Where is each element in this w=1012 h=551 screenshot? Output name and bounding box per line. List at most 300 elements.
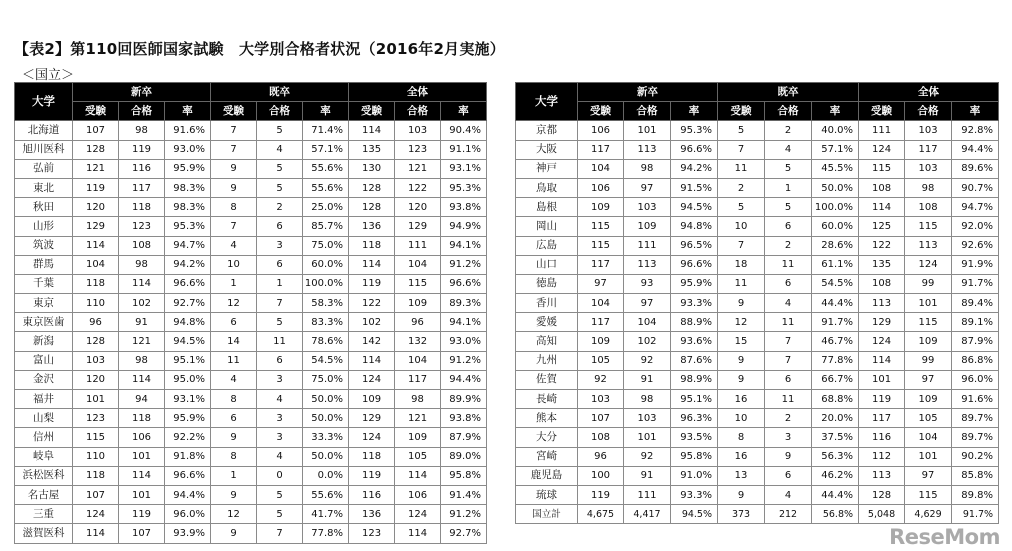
rate-total-cell: 96.0% bbox=[952, 370, 999, 389]
exam-repeat-cell: 8 bbox=[211, 198, 257, 217]
pass-new-cell: 103 bbox=[624, 198, 671, 217]
pass-total-cell: 129 bbox=[395, 217, 441, 236]
rate-new-cell: 96.6% bbox=[165, 466, 211, 485]
pass-new-cell: 93 bbox=[624, 274, 671, 293]
rate-repeat-cell: 60.0% bbox=[812, 217, 859, 236]
pass-repeat-cell: 6 bbox=[257, 255, 303, 274]
rate-repeat-cell: 50.0% bbox=[303, 447, 349, 466]
pass-repeat-cell: 5 bbox=[257, 485, 303, 504]
table-row bbox=[15, 505, 487, 524]
exam-new-cell: 104 bbox=[73, 255, 119, 274]
pass-total-cell: 108 bbox=[905, 198, 952, 217]
table-row bbox=[15, 294, 487, 313]
rate-repeat-cell: 50.0% bbox=[812, 178, 859, 197]
pass-total-cell: 121 bbox=[395, 159, 441, 178]
pass-total-cell: 109 bbox=[905, 390, 952, 409]
header-exam-repeat: 受験 bbox=[718, 102, 765, 121]
exam-repeat-cell: 1 bbox=[211, 274, 257, 293]
exam-total-cell: 125 bbox=[859, 217, 905, 236]
rate-repeat-cell: 58.3% bbox=[303, 294, 349, 313]
univ-name-cell: 旭川医科 bbox=[15, 140, 73, 159]
univ-name-cell: 三重 bbox=[15, 505, 73, 524]
pass-repeat-cell: 3 bbox=[257, 428, 303, 447]
header-rate-repeat: 率 bbox=[303, 102, 349, 121]
pass-total-cell: 117 bbox=[905, 140, 952, 159]
rate-new-cell: 94.4% bbox=[165, 485, 211, 504]
exam-total-cell: 5,048 bbox=[859, 505, 905, 524]
table-row bbox=[516, 313, 999, 332]
exam-repeat-cell: 7 bbox=[211, 140, 257, 159]
pass-repeat-cell: 3 bbox=[765, 428, 812, 447]
pass-total-cell: 124 bbox=[905, 255, 952, 274]
exam-new-cell: 128 bbox=[73, 332, 119, 351]
rate-repeat-cell: 85.7% bbox=[303, 217, 349, 236]
univ-name-cell: 信州 bbox=[15, 428, 73, 447]
rate-repeat-cell: 56.8% bbox=[812, 505, 859, 524]
univ-name-cell: 浜松医科 bbox=[15, 466, 73, 485]
header-exam-repeat: 受験 bbox=[211, 102, 257, 121]
rate-new-cell: 92.2% bbox=[165, 428, 211, 447]
univ-name-cell: 名古屋 bbox=[15, 485, 73, 504]
rate-total-cell: 85.8% bbox=[952, 466, 999, 485]
univ-name-cell: 高知 bbox=[516, 332, 578, 351]
exam-new-cell: 117 bbox=[578, 140, 624, 159]
rate-new-cell: 96.6% bbox=[671, 140, 718, 159]
univ-name-cell: 金沢 bbox=[15, 370, 73, 389]
univ-name-cell: 弘前 bbox=[15, 159, 73, 178]
rate-new-cell: 95.9% bbox=[165, 159, 211, 178]
exam-total-cell: 136 bbox=[349, 217, 395, 236]
rate-total-cell: 93.8% bbox=[441, 198, 487, 217]
header-group-total: 全体 bbox=[859, 83, 999, 102]
exam-total-cell: 109 bbox=[349, 390, 395, 409]
univ-name-cell: 富山 bbox=[15, 351, 73, 370]
pass-total-cell: 96 bbox=[395, 313, 441, 332]
table-row bbox=[15, 390, 487, 409]
pass-repeat-cell: 11 bbox=[765, 390, 812, 409]
table-row bbox=[15, 485, 487, 504]
rate-total-cell: 89.1% bbox=[952, 313, 999, 332]
rate-total-cell: 94.1% bbox=[441, 313, 487, 332]
exam-repeat-cell: 6 bbox=[211, 409, 257, 428]
section-subtitle: ＜国立＞ bbox=[22, 68, 75, 83]
exam-total-cell: 124 bbox=[859, 140, 905, 159]
pass-new-cell: 118 bbox=[119, 198, 165, 217]
exam-total-cell: 128 bbox=[859, 485, 905, 504]
pass-total-cell: 106 bbox=[395, 485, 441, 504]
exam-new-cell: 115 bbox=[578, 236, 624, 255]
rate-new-cell: 96.6% bbox=[671, 255, 718, 274]
univ-name-cell: 宮崎 bbox=[516, 447, 578, 466]
pass-new-cell: 117 bbox=[119, 178, 165, 197]
pass-total-cell: 98 bbox=[905, 178, 952, 197]
pass-total-cell: 115 bbox=[395, 274, 441, 293]
rate-total-cell: 94.4% bbox=[952, 140, 999, 159]
rate-total-cell: 92.7% bbox=[441, 524, 487, 543]
univ-name-cell: 島根 bbox=[516, 198, 578, 217]
resemom-logo: ReseMom bbox=[889, 525, 1000, 549]
univ-name-cell: 熊本 bbox=[516, 409, 578, 428]
univ-name-cell: 九州 bbox=[516, 351, 578, 370]
table-row bbox=[15, 409, 487, 428]
header-pass-total: 合格 bbox=[395, 102, 441, 121]
pass-total-cell: 103 bbox=[395, 121, 441, 140]
rate-repeat-cell: 77.8% bbox=[303, 524, 349, 543]
rate-total-cell: 92.6% bbox=[952, 236, 999, 255]
exam-new-cell: 96 bbox=[578, 447, 624, 466]
rate-new-cell: 93.3% bbox=[671, 294, 718, 313]
exam-new-cell: 119 bbox=[578, 485, 624, 504]
table-row bbox=[15, 274, 487, 293]
univ-name-cell: 国立計 bbox=[516, 505, 578, 524]
pass-repeat-cell: 5 bbox=[257, 505, 303, 524]
rate-new-cell: 95.3% bbox=[671, 121, 718, 140]
rate-new-cell: 93.9% bbox=[165, 524, 211, 543]
pass-total-cell: 99 bbox=[905, 351, 952, 370]
exam-total-cell: 115 bbox=[859, 159, 905, 178]
rate-repeat-cell: 91.7% bbox=[812, 313, 859, 332]
rate-new-cell: 98.9% bbox=[671, 370, 718, 389]
exam-repeat-cell: 12 bbox=[211, 294, 257, 313]
rate-repeat-cell: 37.5% bbox=[812, 428, 859, 447]
exam-total-cell: 124 bbox=[349, 428, 395, 447]
univ-name-cell: 広島 bbox=[516, 236, 578, 255]
univ-name-cell: 東京 bbox=[15, 294, 73, 313]
pass-repeat-cell: 9 bbox=[765, 447, 812, 466]
exam-new-cell: 107 bbox=[73, 121, 119, 140]
table-row bbox=[15, 178, 487, 197]
univ-name-cell: 岐阜 bbox=[15, 447, 73, 466]
header-exam-total: 受験 bbox=[859, 102, 905, 121]
rate-repeat-cell: 60.0% bbox=[303, 255, 349, 274]
table-row bbox=[516, 159, 999, 178]
rate-total-cell: 95.8% bbox=[441, 466, 487, 485]
exam-new-cell: 118 bbox=[73, 274, 119, 293]
pass-repeat-cell: 7 bbox=[765, 332, 812, 351]
rate-new-cell: 94.8% bbox=[165, 313, 211, 332]
rate-total-cell: 92.0% bbox=[952, 217, 999, 236]
exam-repeat-cell: 16 bbox=[718, 447, 765, 466]
exam-total-cell: 142 bbox=[349, 332, 395, 351]
pass-new-cell: 118 bbox=[119, 409, 165, 428]
rate-repeat-cell: 68.8% bbox=[812, 390, 859, 409]
rate-new-cell: 95.9% bbox=[165, 409, 211, 428]
pass-repeat-cell: 4 bbox=[765, 485, 812, 504]
exam-repeat-cell: 7 bbox=[211, 121, 257, 140]
header-group-new: 新卒 bbox=[73, 83, 211, 102]
table-row bbox=[15, 198, 487, 217]
pass-new-cell: 123 bbox=[119, 217, 165, 236]
pass-repeat-cell: 4 bbox=[765, 294, 812, 313]
table-row bbox=[516, 428, 999, 447]
exam-repeat-cell: 11 bbox=[211, 351, 257, 370]
pass-repeat-cell: 5 bbox=[257, 159, 303, 178]
rate-total-cell: 91.2% bbox=[441, 505, 487, 524]
pass-new-cell: 107 bbox=[119, 524, 165, 543]
pass-total-cell: 132 bbox=[395, 332, 441, 351]
rate-repeat-cell: 77.8% bbox=[812, 351, 859, 370]
univ-name-cell: 新潟 bbox=[15, 332, 73, 351]
pass-total-cell: 104 bbox=[905, 428, 952, 447]
rate-new-cell: 96.3% bbox=[671, 409, 718, 428]
rate-repeat-cell: 57.1% bbox=[812, 140, 859, 159]
rate-total-cell: 89.0% bbox=[441, 447, 487, 466]
rate-total-cell: 89.3% bbox=[441, 294, 487, 313]
rate-repeat-cell: 25.0% bbox=[303, 198, 349, 217]
exam-total-cell: 119 bbox=[859, 390, 905, 409]
univ-name-cell: 山口 bbox=[516, 255, 578, 274]
rate-total-cell: 91.4% bbox=[441, 485, 487, 504]
rate-new-cell: 94.7% bbox=[165, 236, 211, 255]
pass-repeat-cell: 2 bbox=[257, 198, 303, 217]
exam-new-cell: 106 bbox=[578, 121, 624, 140]
pass-total-cell: 120 bbox=[395, 198, 441, 217]
rate-repeat-cell: 54.5% bbox=[303, 351, 349, 370]
exam-repeat-cell: 5 bbox=[718, 198, 765, 217]
pass-repeat-cell: 2 bbox=[765, 409, 812, 428]
total-row bbox=[516, 505, 999, 524]
rate-repeat-cell: 41.7% bbox=[303, 505, 349, 524]
rate-total-cell: 91.9% bbox=[952, 255, 999, 274]
exam-new-cell: 115 bbox=[73, 428, 119, 447]
exam-total-cell: 114 bbox=[349, 351, 395, 370]
exam-repeat-cell: 8 bbox=[211, 390, 257, 409]
exam-repeat-cell: 4 bbox=[211, 236, 257, 255]
rate-total-cell: 89.4% bbox=[952, 294, 999, 313]
pass-total-cell: 99 bbox=[905, 274, 952, 293]
rate-new-cell: 95.0% bbox=[165, 370, 211, 389]
exam-total-cell: 122 bbox=[859, 236, 905, 255]
rate-total-cell: 92.8% bbox=[952, 121, 999, 140]
pass-total-cell: 4,629 bbox=[905, 505, 952, 524]
pass-total-cell: 115 bbox=[905, 485, 952, 504]
pass-repeat-cell: 1 bbox=[257, 274, 303, 293]
pass-new-cell: 114 bbox=[119, 274, 165, 293]
rate-new-cell: 94.5% bbox=[671, 198, 718, 217]
pass-repeat-cell: 5 bbox=[257, 313, 303, 332]
exam-new-cell: 109 bbox=[578, 332, 624, 351]
univ-name-cell: 香川 bbox=[516, 294, 578, 313]
exam-new-cell: 109 bbox=[578, 198, 624, 217]
pass-repeat-cell: 4 bbox=[257, 390, 303, 409]
pass-repeat-cell: 6 bbox=[257, 351, 303, 370]
exam-repeat-cell: 10 bbox=[718, 217, 765, 236]
univ-name-cell: 東北 bbox=[15, 178, 73, 197]
rate-total-cell: 89.9% bbox=[441, 390, 487, 409]
rate-repeat-cell: 55.6% bbox=[303, 159, 349, 178]
pass-new-cell: 98 bbox=[119, 255, 165, 274]
pass-repeat-cell: 6 bbox=[765, 274, 812, 293]
exam-total-cell: 102 bbox=[349, 313, 395, 332]
rate-repeat-cell: 83.3% bbox=[303, 313, 349, 332]
rate-new-cell: 92.7% bbox=[165, 294, 211, 313]
exam-repeat-cell: 9 bbox=[718, 294, 765, 313]
exam-repeat-cell: 7 bbox=[718, 140, 765, 159]
rate-repeat-cell: 46.7% bbox=[812, 332, 859, 351]
rate-repeat-cell: 56.3% bbox=[812, 447, 859, 466]
pass-repeat-cell: 2 bbox=[765, 236, 812, 255]
exam-repeat-cell: 9 bbox=[718, 485, 765, 504]
exam-repeat-cell: 9 bbox=[718, 370, 765, 389]
rate-total-cell: 93.0% bbox=[441, 332, 487, 351]
table-row bbox=[15, 524, 487, 543]
rate-new-cell: 93.3% bbox=[671, 485, 718, 504]
header-group-repeat: 既卒 bbox=[211, 83, 349, 102]
pass-new-cell: 97 bbox=[624, 294, 671, 313]
rate-new-cell: 91.8% bbox=[165, 447, 211, 466]
pass-repeat-cell: 0 bbox=[257, 466, 303, 485]
pass-new-cell: 111 bbox=[624, 485, 671, 504]
pass-new-cell: 91 bbox=[624, 370, 671, 389]
exam-total-cell: 119 bbox=[349, 466, 395, 485]
univ-name-cell: 岡山 bbox=[516, 217, 578, 236]
exam-total-cell: 135 bbox=[349, 140, 395, 159]
pass-total-cell: 117 bbox=[395, 370, 441, 389]
rate-repeat-cell: 40.0% bbox=[812, 121, 859, 140]
rate-new-cell: 93.5% bbox=[671, 428, 718, 447]
table-row bbox=[516, 178, 999, 197]
rate-total-cell: 87.9% bbox=[441, 428, 487, 447]
exam-repeat-cell: 9 bbox=[211, 178, 257, 197]
exam-new-cell: 120 bbox=[73, 198, 119, 217]
table-row bbox=[516, 466, 999, 485]
exam-total-cell: 117 bbox=[859, 409, 905, 428]
exam-new-cell: 118 bbox=[73, 466, 119, 485]
rate-new-cell: 95.1% bbox=[671, 390, 718, 409]
rate-repeat-cell: 100.0% bbox=[303, 274, 349, 293]
rate-repeat-cell: 71.4% bbox=[303, 121, 349, 140]
rate-new-cell: 95.8% bbox=[671, 447, 718, 466]
table-row bbox=[516, 351, 999, 370]
exam-total-cell: 124 bbox=[349, 370, 395, 389]
exam-new-cell: 104 bbox=[578, 159, 624, 178]
pass-new-cell: 101 bbox=[119, 447, 165, 466]
rate-new-cell: 94.5% bbox=[671, 505, 718, 524]
table-row bbox=[516, 294, 999, 313]
pass-new-cell: 114 bbox=[119, 466, 165, 485]
rate-repeat-cell: 20.0% bbox=[812, 409, 859, 428]
exam-repeat-cell: 11 bbox=[718, 159, 765, 178]
pass-new-cell: 91 bbox=[119, 313, 165, 332]
pass-new-cell: 91 bbox=[624, 466, 671, 485]
rate-repeat-cell: 45.5% bbox=[812, 159, 859, 178]
pass-new-cell: 101 bbox=[119, 485, 165, 504]
header-group-repeat: 既卒 bbox=[718, 83, 859, 102]
univ-name-cell: 東京医歯 bbox=[15, 313, 73, 332]
pass-total-cell: 109 bbox=[905, 332, 952, 351]
exam-total-cell: 135 bbox=[859, 255, 905, 274]
exam-total-cell: 114 bbox=[349, 121, 395, 140]
exam-total-cell: 116 bbox=[859, 428, 905, 447]
pass-repeat-cell: 7 bbox=[765, 351, 812, 370]
exam-new-cell: 107 bbox=[578, 409, 624, 428]
rate-new-cell: 96.0% bbox=[165, 505, 211, 524]
pass-repeat-cell: 7 bbox=[257, 524, 303, 543]
exam-repeat-cell: 8 bbox=[211, 447, 257, 466]
pass-total-cell: 114 bbox=[395, 524, 441, 543]
header-pass-total: 合格 bbox=[905, 102, 952, 121]
pass-total-cell: 101 bbox=[905, 447, 952, 466]
rate-repeat-cell: 100.0% bbox=[812, 198, 859, 217]
table-row bbox=[516, 236, 999, 255]
rate-new-cell: 95.9% bbox=[671, 274, 718, 293]
pass-new-cell: 113 bbox=[624, 140, 671, 159]
exam-repeat-cell: 2 bbox=[718, 178, 765, 197]
header-pass-repeat: 合格 bbox=[257, 102, 303, 121]
univ-name-cell: 北海道 bbox=[15, 121, 73, 140]
header-group-new: 新卒 bbox=[578, 83, 718, 102]
header-pass-new: 合格 bbox=[119, 102, 165, 121]
exam-total-cell: 116 bbox=[349, 485, 395, 504]
exam-repeat-cell: 6 bbox=[211, 313, 257, 332]
rate-repeat-cell: 50.0% bbox=[303, 390, 349, 409]
rate-total-cell: 90.7% bbox=[952, 178, 999, 197]
pass-total-cell: 104 bbox=[395, 351, 441, 370]
univ-name-cell: 神戸 bbox=[516, 159, 578, 178]
pass-total-cell: 123 bbox=[395, 140, 441, 159]
pass-repeat-cell: 3 bbox=[257, 236, 303, 255]
rate-total-cell: 89.7% bbox=[952, 428, 999, 447]
table-row bbox=[15, 121, 487, 140]
pass-total-cell: 121 bbox=[395, 409, 441, 428]
table-row bbox=[15, 351, 487, 370]
rate-repeat-cell: 54.5% bbox=[812, 274, 859, 293]
rate-new-cell: 96.6% bbox=[165, 274, 211, 293]
exam-total-cell: 124 bbox=[859, 332, 905, 351]
exam-new-cell: 107 bbox=[73, 485, 119, 504]
exam-total-cell: 108 bbox=[859, 178, 905, 197]
table-row bbox=[516, 274, 999, 293]
rate-repeat-cell: 66.7% bbox=[812, 370, 859, 389]
rate-repeat-cell: 28.6% bbox=[812, 236, 859, 255]
pass-total-cell: 104 bbox=[395, 255, 441, 274]
rate-repeat-cell: 44.4% bbox=[812, 485, 859, 504]
rate-repeat-cell: 78.6% bbox=[303, 332, 349, 351]
exam-repeat-cell: 4 bbox=[211, 370, 257, 389]
exam-new-cell: 4,675 bbox=[578, 505, 624, 524]
pass-new-cell: 98 bbox=[624, 159, 671, 178]
exam-new-cell: 110 bbox=[73, 447, 119, 466]
table-row bbox=[15, 217, 487, 236]
exam-total-cell: 128 bbox=[349, 178, 395, 197]
rate-new-cell: 88.9% bbox=[671, 313, 718, 332]
exam-repeat-cell: 16 bbox=[718, 390, 765, 409]
rate-total-cell: 90.4% bbox=[441, 121, 487, 140]
header-row-groups bbox=[516, 83, 999, 102]
exam-new-cell: 96 bbox=[73, 313, 119, 332]
header-pass-new: 合格 bbox=[624, 102, 671, 121]
header-rate-total: 率 bbox=[952, 102, 999, 121]
exam-new-cell: 117 bbox=[578, 313, 624, 332]
exam-repeat-cell: 11 bbox=[718, 274, 765, 293]
exam-repeat-cell: 12 bbox=[211, 505, 257, 524]
rate-repeat-cell: 0.0% bbox=[303, 466, 349, 485]
exam-repeat-cell: 10 bbox=[211, 255, 257, 274]
rate-new-cell: 94.2% bbox=[671, 159, 718, 178]
rate-new-cell: 91.5% bbox=[671, 178, 718, 197]
table-row bbox=[15, 370, 487, 389]
exam-total-cell: 113 bbox=[859, 294, 905, 313]
table-row bbox=[516, 121, 999, 140]
exam-repeat-cell: 8 bbox=[718, 428, 765, 447]
exam-new-cell: 117 bbox=[578, 255, 624, 274]
pass-total-cell: 109 bbox=[395, 294, 441, 313]
exam-new-cell: 120 bbox=[73, 370, 119, 389]
table-title: 【表2】第110回医師国家試験 大学別合格者状況（2016年2月実施） bbox=[14, 40, 505, 58]
exam-total-cell: 114 bbox=[349, 255, 395, 274]
pass-repeat-cell: 5 bbox=[765, 159, 812, 178]
table-row bbox=[15, 466, 487, 485]
